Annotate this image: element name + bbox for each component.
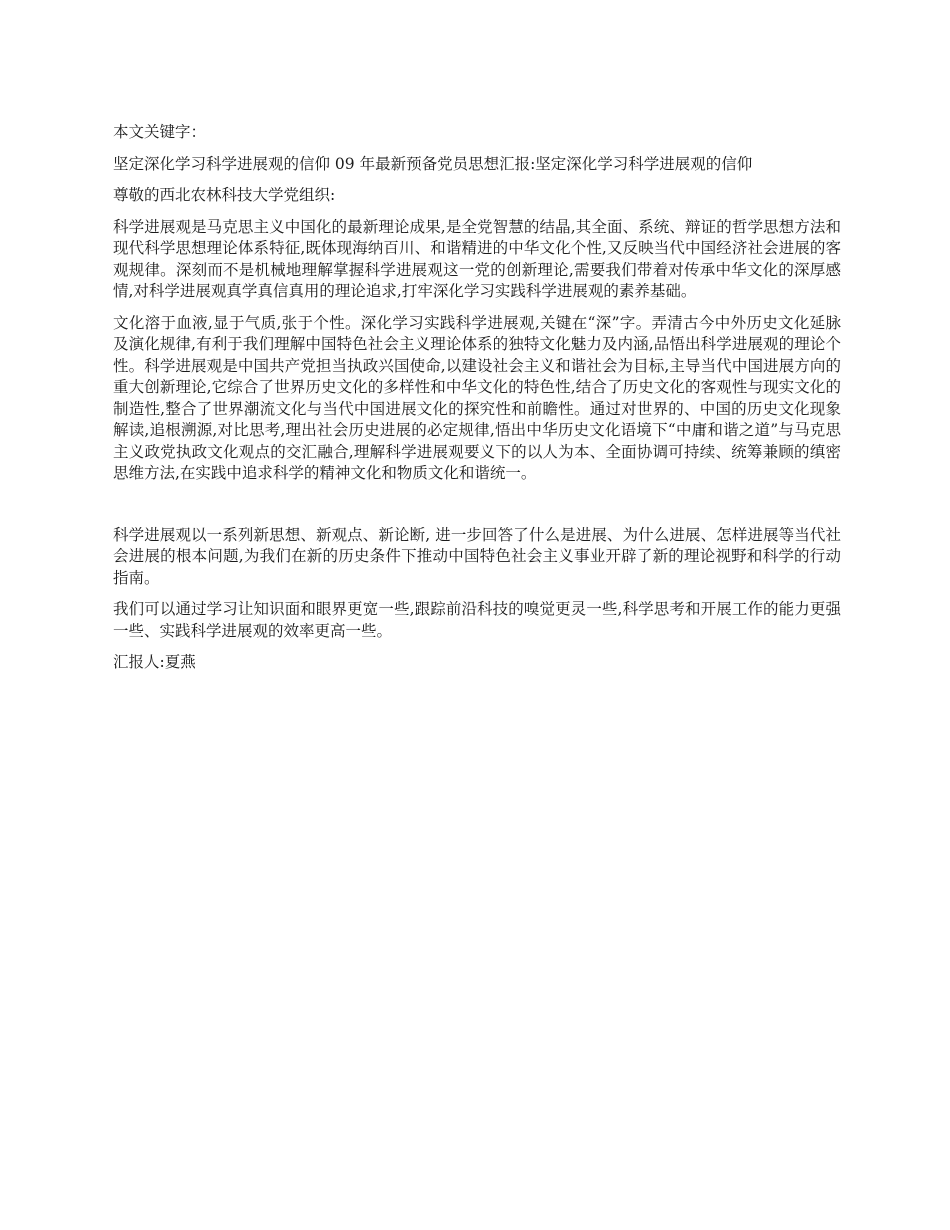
body-paragraph: 科学进展观是马克思主义中国化的最新理论成果,是全党智慧的结晶,其全面、系统、辩证的哲学思想方法和现代科学思想理论体系特征,既体现海纳百川、和谐精进的中华文化个性,又反映当代中国经济社会进展的客观规律。深刻而不是机械地理解掌握科学进展观这一党的创新理论,需要我们带着对传承中华文化的深厚感情,对科学进展观真学真信真用的理论追求,打牢深化学习实践科学进展观的素养基础。	[113, 217, 841, 300]
keywords-label: 本文关键字：	[113, 123, 207, 141]
signature: 汇报人:夏燕	[113, 653, 196, 671]
document-page	[113, 122, 841, 684]
document-title: 坚定深化学习科学进展观的信仰 09 年最新预备党员思想汇报:坚定深化学习科学进展观的信仰	[113, 154, 753, 173]
body-paragraph: 文化溶于血液,显于气质,张于个性。深化学习实践科学进展观,关键在“深”字。弄清古今中外历史文化延脉及演化规律,有利于我们理解中国特色社会主义理论体系的独特文化魅力及内涵,品悟出科学进展观的理论个性。科学进展观是中国共产党担当执政兴国使命,以建设社会主义和谐社会为目标,主导当代中国进展方向的重大创新理论,它综合了世界历史文化的多样性和中华文化的特色性,结合了历史文化的客观性与现实文化的制造性,整合了世界潮流文化与当代中国进展文化的探究性和前瞻性。通过对世界的、中国的历史文化现象解读,追根溯源,对比思考,理出社会历史进展的必定规律,悟出中华历史文化语境下“中庸和谐之道”与马克思主义政党执政文化观点的交汇融合,理解科学进展观要义下的以人为本、全面协调可持续、统筹兼顾的缜密思维方法,在实践中追求科学的精神文化和物质文化和谐统一。	[113, 313, 841, 482]
salutation: 尊敬的西北农林科技大学党组织:	[113, 186, 336, 204]
body-paragraph: 我们可以通过学习让知识面和眼界更宽一些,跟踪前沿科技的嗅觉更灵一些,科学思考和开展工作的能力更强一些、实践科学进展观的效率更高一些。	[113, 600, 841, 640]
body-paragraph: 科学进展观以一系列新思想、新观点、新论断, 进一步回答了什么是进展、为什么进展、怎样进展等当代社会进展的根本问题,为我们在新的历史条件下推动中国特色社会主义事业开辟了新的理论视野和科学的行动指南。	[113, 525, 841, 587]
